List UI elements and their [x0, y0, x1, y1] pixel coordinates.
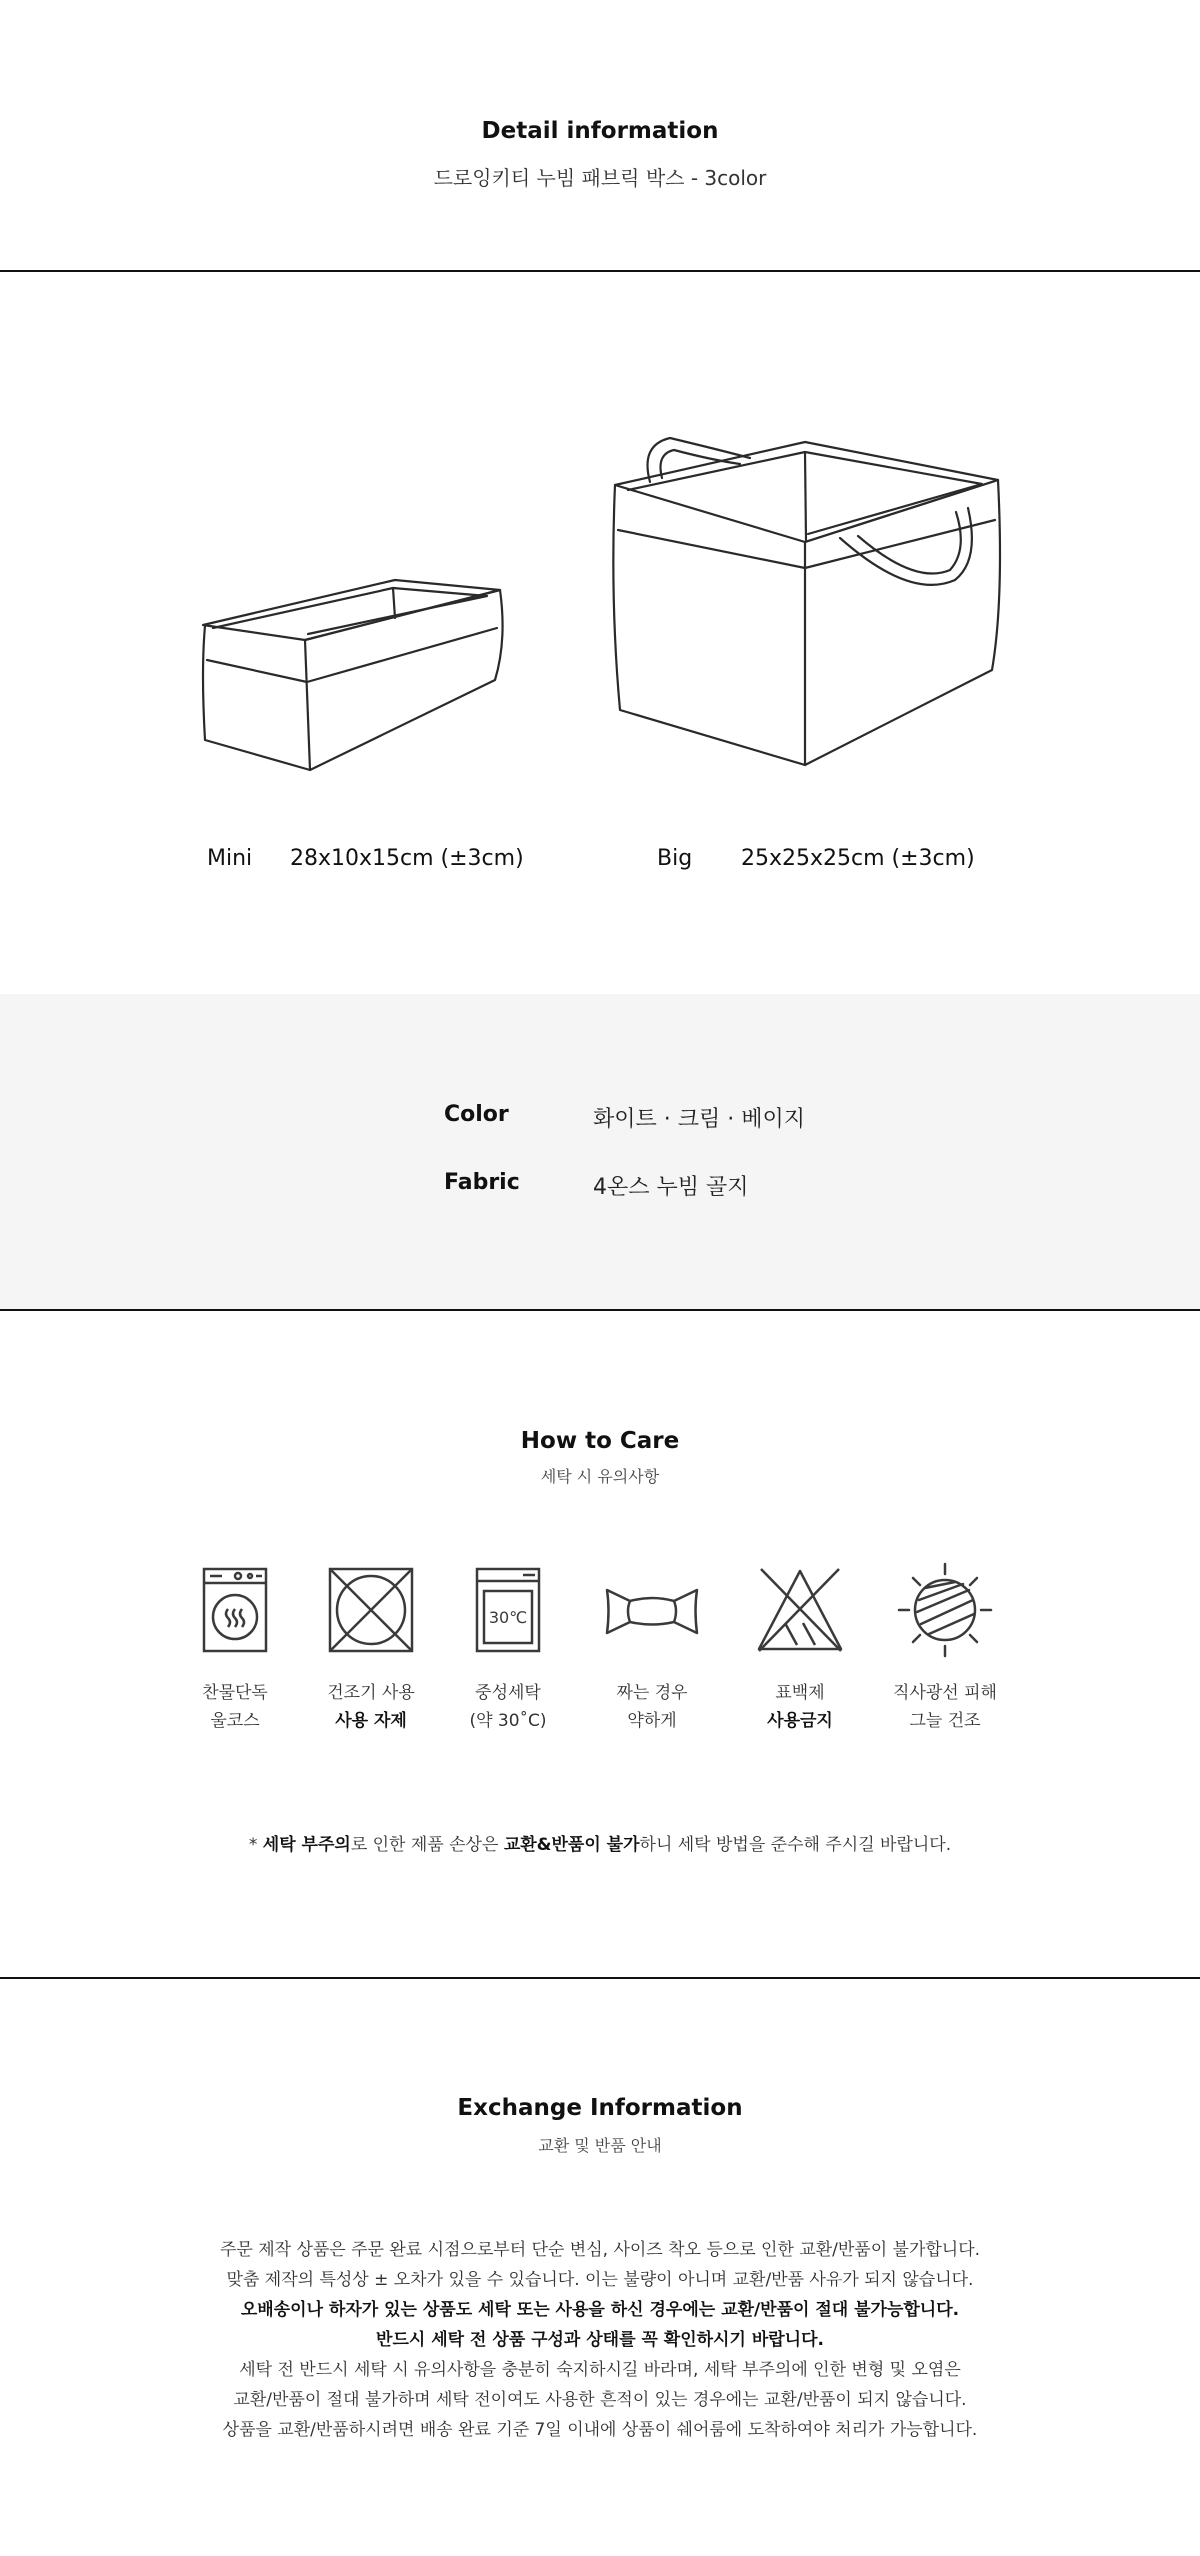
- care-sun-line2: 그늘 건조: [909, 1711, 981, 1731]
- divider-spec: [0, 1309, 1200, 1311]
- care-note-bold2: 교환&반품이 불가: [503, 1835, 640, 1855]
- exchange-body: [0, 2235, 1200, 2445]
- no-direct-sun-icon: [895, 1560, 995, 1660]
- product-name: 드로잉키티 누빔 패브릭 박스 - 3color: [433, 166, 767, 190]
- exchange-line-bold: 반드시 세탁 전 상품 구성과 상태를 꼭 확인하시기 바랍니다.: [376, 2330, 824, 2350]
- mini-box-illustration: [195, 560, 515, 780]
- exchange-line: 맞춤 제작의 특성상 ± 오차가 있을 수 있습니다. 이는 불량이 아니며 교환/반품 사유가 되지 않습니다.: [226, 2270, 974, 2290]
- size-mini-name: Mini: [207, 846, 253, 871]
- exchange-line: 세탁 전 반드시 세탁 시 유의사항을 충분히 숙지하시길 바라며, 세탁 부주의에 인한 변형 및 오염은: [239, 2360, 961, 2380]
- care-dryer-line2: 사용 자제: [335, 1711, 407, 1731]
- care-note-mid: 로 인한 제품 손상은: [350, 1835, 504, 1855]
- exchange-line-bold: 오배송이나 하자가 있는 상품도 세탁 또는 사용을 하신 경우에는 교환/반품이 절대 불가능합니다.: [240, 2300, 960, 2320]
- exchange-header: [0, 2095, 1200, 2156]
- spec-color-value: 화이트 · 크림 · 베이지: [593, 1107, 805, 1132]
- no-bleach-icon: [755, 1565, 845, 1655]
- exchange-title: Exchange Information: [457, 2095, 743, 2121]
- care-subtitle: 세탁 시 유의사항: [540, 1467, 660, 1486]
- detail-title: Detail information: [481, 118, 719, 144]
- care-note: [0, 1830, 1200, 1855]
- care-30c-line1: 중성세탁: [475, 1683, 541, 1703]
- care-bleach-line1: 표백제: [775, 1683, 825, 1703]
- care-item-30c: [433, 1565, 583, 1735]
- care-item-wring: [577, 1565, 727, 1735]
- spec-block: [0, 994, 1200, 1310]
- care-30c-line2: (약 30˚C): [469, 1711, 547, 1731]
- exchange-subtitle: 교환 및 반품 안내: [538, 2136, 662, 2155]
- care-title: How to Care: [520, 1428, 680, 1454]
- divider-care: [0, 1977, 1200, 1979]
- care-item-dryer: [296, 1565, 446, 1735]
- exchange-line: 교환/반품이 절대 불가하며 세탁 전이여도 사용한 흔적이 있는 경우에는 교환/반품이 되지 않습니다.: [233, 2390, 967, 2410]
- size-mini-dims: 28x10x15cm (±3cm): [290, 846, 524, 871]
- care-dryer-line1: 건조기 사용: [327, 1683, 415, 1703]
- care-header: [0, 1428, 1200, 1487]
- care-note-prefix: *: [248, 1835, 263, 1855]
- care-sun-line1: 직사광선 피해: [893, 1683, 997, 1703]
- wash-30-icon: [473, 1565, 543, 1655]
- spec-fabric-key: Fabric: [444, 1170, 520, 1195]
- size-big-name: Big: [657, 846, 693, 871]
- care-wash-line1: 찬물단독: [202, 1683, 268, 1703]
- wash-temp-label: 30℃: [488, 1608, 528, 1627]
- care-item-bleach: [725, 1565, 875, 1735]
- care-item-wash: [160, 1565, 310, 1735]
- size-big-dims: 25x25x25cm (±3cm): [741, 846, 975, 871]
- exchange-line: 상품을 교환/반품하시려면 배송 완료 기준 7일 이내에 상품이 쉐어룸에 도착하여야 처리가 가능합니다.: [222, 2420, 978, 2440]
- no-tumble-dry-icon: [326, 1565, 416, 1655]
- divider-top: [0, 270, 1200, 272]
- big-box-illustration: [600, 420, 1010, 780]
- spec-fabric-value: 4온스 누빔 골지: [593, 1175, 749, 1200]
- gentle-wring-icon: [602, 1565, 702, 1655]
- care-note-suffix: 하니 세탁 방법을 준수해 주시길 바랍니다.: [639, 1835, 952, 1855]
- spec-color-key: Color: [444, 1102, 509, 1127]
- care-item-sun: [870, 1565, 1020, 1735]
- washing-machine-icon: [200, 1565, 270, 1655]
- care-bleach-line2: 사용금지: [767, 1711, 833, 1731]
- care-wash-line2: 울코스: [210, 1711, 260, 1731]
- care-wring-line2: 약하게: [627, 1711, 677, 1731]
- care-wring-line1: 짜는 경우: [616, 1683, 688, 1703]
- detail-header: [0, 118, 1200, 191]
- exchange-line: 주문 제작 상품은 주문 완료 시점으로부터 단순 변심, 사이즈 착오 등으로 인한 교환/반품이 불가합니다.: [219, 2240, 981, 2260]
- care-note-bold1: 세탁 부주의: [262, 1835, 351, 1855]
